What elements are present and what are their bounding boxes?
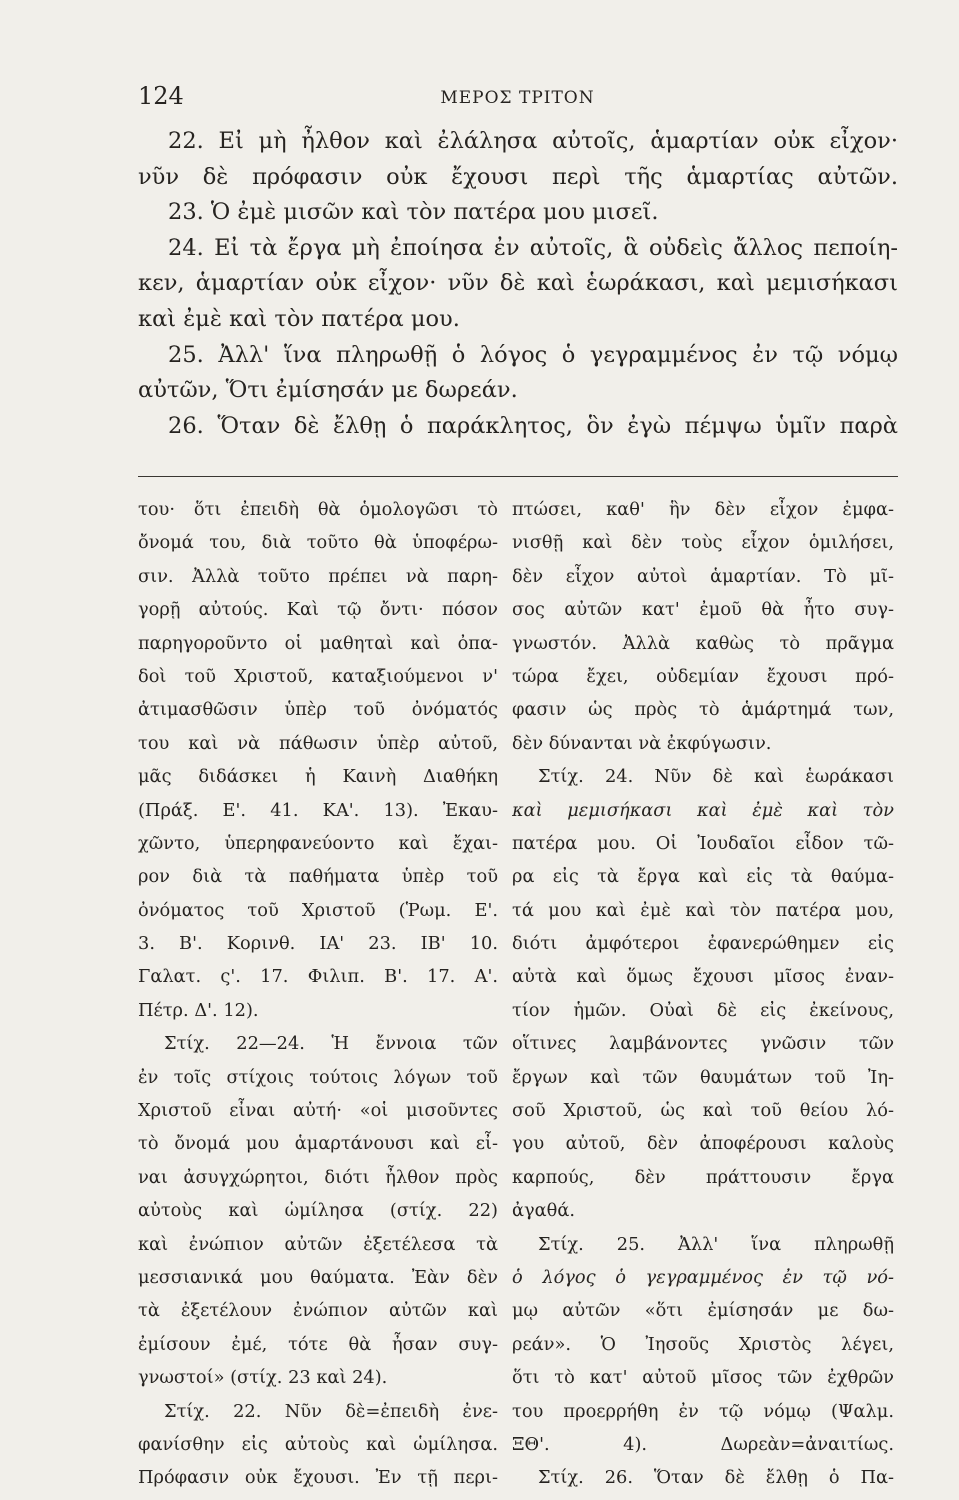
commentary-line: πτώσει, καθ' ἣν δὲν εἶχον ἐμφα- [512,499,894,520]
commentary-line: Στίχ. 22—24. Ἡ ἔννοια τῶν [164,1033,498,1055]
commentary-line: καρπούς, δὲν πράττουσιν ἔργα [512,1166,894,1188]
commentary-line: του προερρήθη ἐν τῷ νόμῳ (Ψαλμ. [512,1400,894,1422]
verse-line: 23. Ὁ ἐμὲ μισῶν καὶ τὸν πατέρα μου μισεῖ. [168,199,659,226]
commentary-line: Στίχ. 24. Νῦν δὲ καὶ ἑωράκασι [538,766,894,788]
page-header [138,82,897,122]
commentary-line: αὐτοὺς καὶ ὡμίλησα (στίχ. 22) [138,1200,498,1222]
commentary-line: σοῦ Χριστοῦ, ὡς καὶ τοῦ θείου λό- [512,1100,894,1122]
commentary-line: ρεάν». Ὁ Ἰησοῦς Χριστὸς λέγει, [512,1333,894,1355]
running-head: ΜΕΡΟΣ ΤΡΙΤΟΝ [440,88,595,108]
commentary-line: φανίσθην εἰς αὐτοὺς καὶ ὡμίλησα. [138,1433,498,1455]
commentary-line: ΞΘ'. 4). Δωρεὰν=ἀναιτίως. [512,1433,894,1455]
verse-line: 22. Εἰ μὴ ἦλθον καὶ ἐλάλησα αὐτοῖς, ἁμαρτίαν οὐκ εἶχον· [168,128,898,154]
commentary-line: Στίχ. 26. Ὅταν δὲ ἔλθῃ ὁ Πα- [538,1467,894,1489]
verse-line: 24. Εἰ τὰ ἔργα μὴ ἐποίησα ἐν αὐτοῖς, ἃ οὐδεὶς ἄλλος πεποίη- [168,234,898,261]
commentary-right-column [512,493,894,1495]
commentary-line: ἐμίσουν ἐμέ, τότε θὰ ἦσαν συγ- [138,1333,498,1355]
commentary-line: Γαλατ. ς'. 17. Φιλιπ. Β'. 17. Α'. [138,966,498,988]
commentary-line: γου αὐτοῦ, δὲν ἀποφέρουσι καλοὺς [512,1133,894,1155]
commentary-line: τὰ ἐξετέλουν ἐνώπιον αὐτῶν καὶ [138,1300,498,1322]
commentary-line: ἀγαθά. [512,1200,576,1222]
commentary-line: του· ὅτι ἐπειδὴ θὰ ὁμολογῶσι τὸ [138,499,498,520]
commentary-line: σος αὐτῶν κατ' ἐμοῦ θὰ ἦτο συγ- [512,599,894,621]
horizontal-rule [138,476,898,477]
page-number: 124 [138,82,184,110]
commentary-line: νισθῇ καὶ δὲν τοὺς εἶχον ὁμιλήσει, [512,532,894,554]
commentary-line: ρα εἰς τὰ ἔργα καὶ εἰς τὰ θαύμα- [512,866,894,888]
commentary-line: δὲν εἶχον αὐτοὶ ἁμαρτίαν. Τὸ μῖ- [512,565,894,587]
verse-line: νῦν δὲ πρόφασιν οὐκ ἔχουσι περὶ τῆς ἁμαρτίας αὐτῶν. [138,163,898,190]
commentary-line: μεσσιανικά μου θαύματα. Ἐὰν δὲν [138,1266,498,1288]
verse-line: αὐτῶν, Ὅτι ἐμίσησάν με δωρεάν. [138,377,518,404]
verse-line: 25. Ἀλλ' ἵνα πληρωθῇ ὁ λόγος ὁ γεγραμμένος ἐν τῷ νόμῳ [168,341,898,368]
commentary-line: ὅτι τὸ κατ' αὐτοῦ μῖσος τῶν ἐχθρῶν [512,1367,894,1389]
commentary-line: σιν. Ἀλλὰ τοῦτο πρέπει νὰ παρη- [138,565,498,587]
commentary-line: (Πράξ. Ε'. 41. ΚΑ'. 13). Ἐκαυ- [138,799,498,821]
commentary-line: του καὶ νὰ πάθωσιν ὑπὲρ αὐτοῦ, [138,732,498,754]
commentary-line: τά μου καὶ ἐμὲ καὶ τὸν πατέρα μου, [512,899,894,921]
commentary-line: ἀτιμασθῶσιν ὑπὲρ τοῦ ὀνόματός [138,699,498,721]
commentary-line: Στίχ. 22. Νῦν δὲ=ἐπειδὴ ἐνε- [164,1400,498,1422]
commentary-line: ρον διὰ τὰ παθήματα ὑπὲρ τοῦ [138,866,498,888]
commentary-line: ὁ λόγος ὁ γεγραμμένος ἐν τῷ νό- [512,1266,894,1288]
commentary-line: καὶ ἐνώπιον αὐτῶν ἐξετέλεσα τὰ [138,1233,498,1255]
commentary-line: Χριστοῦ εἶναι αὐτή· «οἱ μισοῦντες [138,1100,498,1122]
commentary-line: καὶ μεμισήκασι καὶ ἐμὲ καὶ τὸν [512,799,894,821]
commentary-line: μῳ αὐτῶν «ὅτι ἐμίσησάν με δω- [512,1300,894,1322]
commentary-line: Στίχ. 25. Ἀλλ' ἵνα πληρωθῇ [538,1233,894,1255]
commentary-line: 3. Β'. Κορινθ. ΙΑ' 23. ΙΒ' 10. [138,933,498,955]
commentary-line: ἐν τοῖς στίχοις τούτοις λόγων τοῦ [138,1066,498,1088]
commentary-line: Πέτρ. Δ'. 12). [138,999,259,1021]
commentary-line: διότι ἀμφότεροι ἐφανερώθημεν εἰς [512,933,894,955]
commentary-line: φασιν ὡς πρὸς τὸ ἁμάρτημά των, [512,699,894,721]
commentary-line: Πρόφασιν οὐκ ἔχουσι. Ἐν τῇ περι- [138,1467,498,1489]
commentary-line: γνωστοί» (στίχ. 23 καὶ 24). [138,1367,388,1389]
commentary-line: δὲν δύνανται νὰ ἐκφύγωσιν. [512,732,772,754]
verse-line: κεν, ἁμαρτίαν οὐκ εἶχον· νῦν δὲ καὶ ἑωράκασι, καὶ μεμισήκασι [138,270,898,297]
commentary-line: παρηγοροῦντο οἱ μαθηταὶ καὶ ὀπα- [138,632,498,654]
verse-line: καὶ ἐμὲ καὶ τὸν πατέρα μου. [138,305,460,332]
commentary-line: γορῇ αὐτούς. Καὶ τῷ ὄντι· πόσον [138,599,498,621]
commentary-line: χῶντο, ὑπερηφανεύοντο καὶ ἔχαι- [138,832,498,854]
commentary-line: τίον ἡμῶν. Οὐαὶ δὲ εἰς ἐκείνους, [512,999,894,1021]
scripture-verses [138,124,898,444]
commentary-left-column [138,493,498,1495]
commentary-line: δοὶ τοῦ Χριστοῦ, καταξιούμενοι ν' [138,665,498,687]
commentary-line: πατέρα μου. Οἱ Ἰουδαῖοι εἶδον τῶ- [512,832,894,854]
commentary-line: τὸ ὄνομά μου ἁμαρτάνουσι καὶ εἶ- [138,1133,498,1155]
commentary-line: ἔργων καὶ τῶν θαυμάτων τοῦ Ἰη- [512,1066,894,1088]
commentary-line: ὀνόματος τοῦ Χριστοῦ (Ῥωμ. Ε'. [138,899,498,921]
commentary-line: ναι ἀσυγχώρητοι, διότι ἦλθον πρὸς [138,1166,498,1188]
commentary-line: ὄνομά του, διὰ τοῦτο θὰ ὑποφέρω- [138,532,498,554]
commentary-line: μᾶς διδάσκει ἡ Καινὴ Διαθήκη [138,766,498,788]
verse-line: 26. Ὅταν δὲ ἔλθῃ ὁ παράκλητος, ὃν ἐγὼ πέμψω ὑμῖν παρὰ [168,412,898,439]
commentary-line: γνωστόν. Ἀλλὰ καθὼς τὸ πρᾶγμα [512,632,894,654]
commentary-line: τώρα ἔχει, οὐδεμίαν ἔχουσι πρό- [512,665,894,687]
commentary-line: οἵτινες λαμβάνοντες γνῶσιν τῶν [512,1033,894,1055]
commentary-line: αὐτὰ καὶ ὅμως ἔχουσι μῖσος ἐναν- [512,966,894,988]
